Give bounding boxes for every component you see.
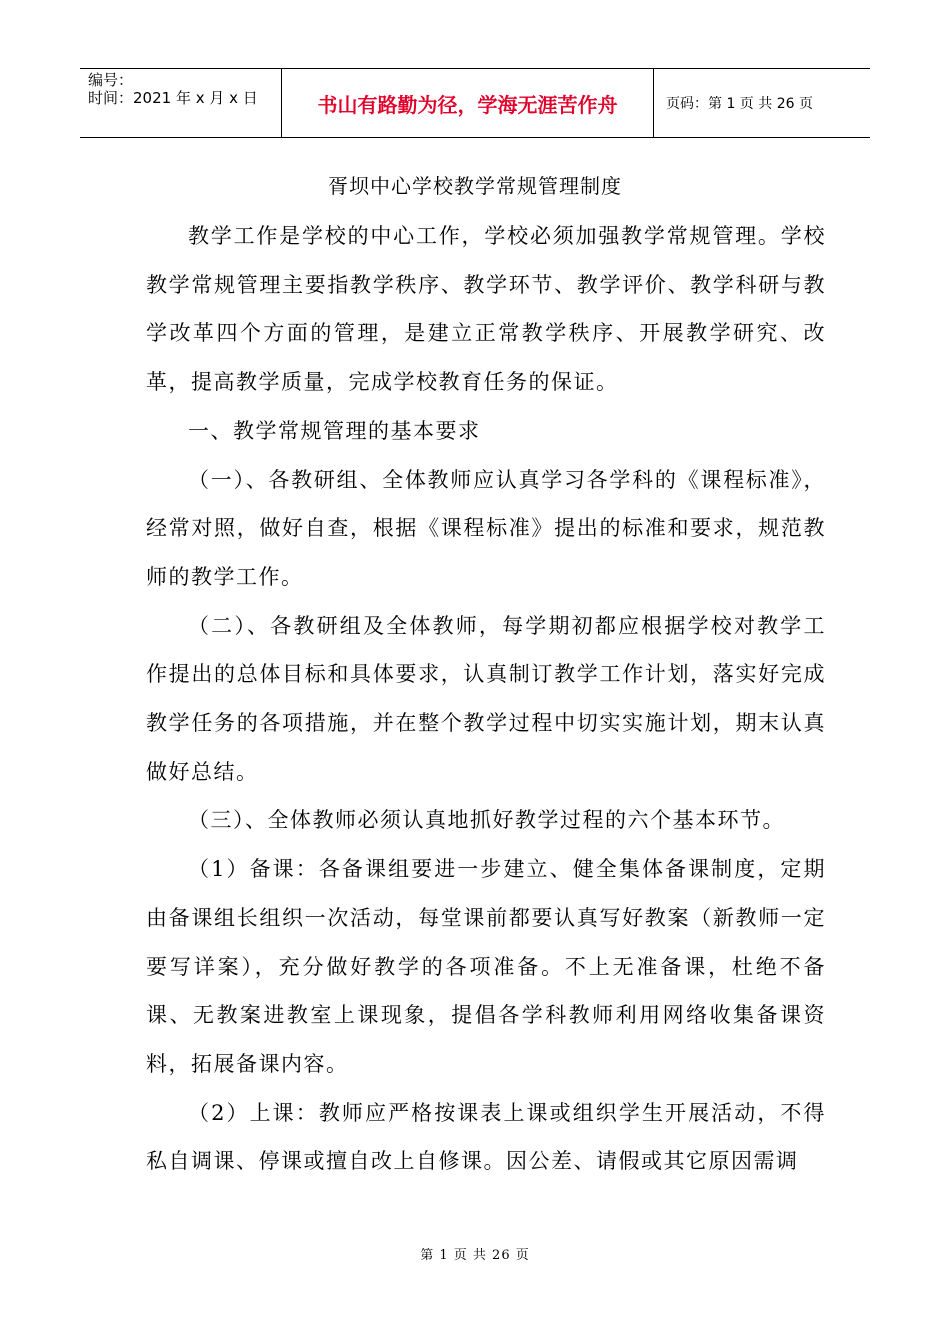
page-footer: 第 1 页 共 26 页 xyxy=(420,1248,530,1263)
time-label: 时间：2021 年 x 月 x 日 xyxy=(88,89,258,107)
header-meta xyxy=(80,69,282,137)
paragraph-lesson-prep: （1）备课：各备课组要进一步建立、健全集体备课制度，定期由备课组长组织一次活动，每堂课前都要认真写好教案（新教师一定要写详案），充分做好教学的各项准备。不上无准备课，杜绝不备课、无教案进教室上课现象，提倡各学科教师利用网络收集备课资料，拓展备课内容。 xyxy=(146,857,826,1076)
paragraph-intro: 教学工作是学校的中心工作，学校必须加强教学常规管理。学校教学常规管理主要指教学秩序、教学环节、教学评价、教学科研与教学改革四个方面的管理，是建立正常教学秩序、开展教学研究、改革，提高教学质量，完成学校教育任务的保证。 xyxy=(146,224,826,395)
paragraph-item-3: （三）、全体教师必须认真地抓好教学过程的六个基本环节。 xyxy=(188,808,785,833)
document-body xyxy=(146,212,826,1186)
number-label: 编号： xyxy=(88,71,134,89)
section-heading: 一、教学常规管理的基本要求 xyxy=(188,418,481,443)
paragraph-class: （2）上课：教师应严格按课表上课或组织学生开展活动，不得私自调课、停课或擅自改上自修课。因公差、请假或其它原因需调 xyxy=(146,1100,826,1174)
header-motto: 书山有路勤为径，学海无涯苦作舟 xyxy=(282,69,654,137)
paragraph-item-1: （一）、各教研组、全体教师应认真学习各学科的《课程标准》，经常对照，做好自查，根据《课程标准》提出的标准和要求，规范教师的教学工作。 xyxy=(146,467,826,589)
paragraph-item-2: （二）、各教研组及全体教师，每学期初都应根据学校对教学工作提出的总体目标和具体要求，认真制订教学工作计划，落实好完成教学任务的各项措施，并在整个教学过程中切实实施计划，期末认真做好总结。 xyxy=(146,613,826,784)
document-title: 胥坝中心学校教学常规管理制度 xyxy=(328,174,622,198)
page-header xyxy=(80,68,870,138)
header-page-info: 页码：第 1 页 共 26 页 xyxy=(666,96,813,112)
